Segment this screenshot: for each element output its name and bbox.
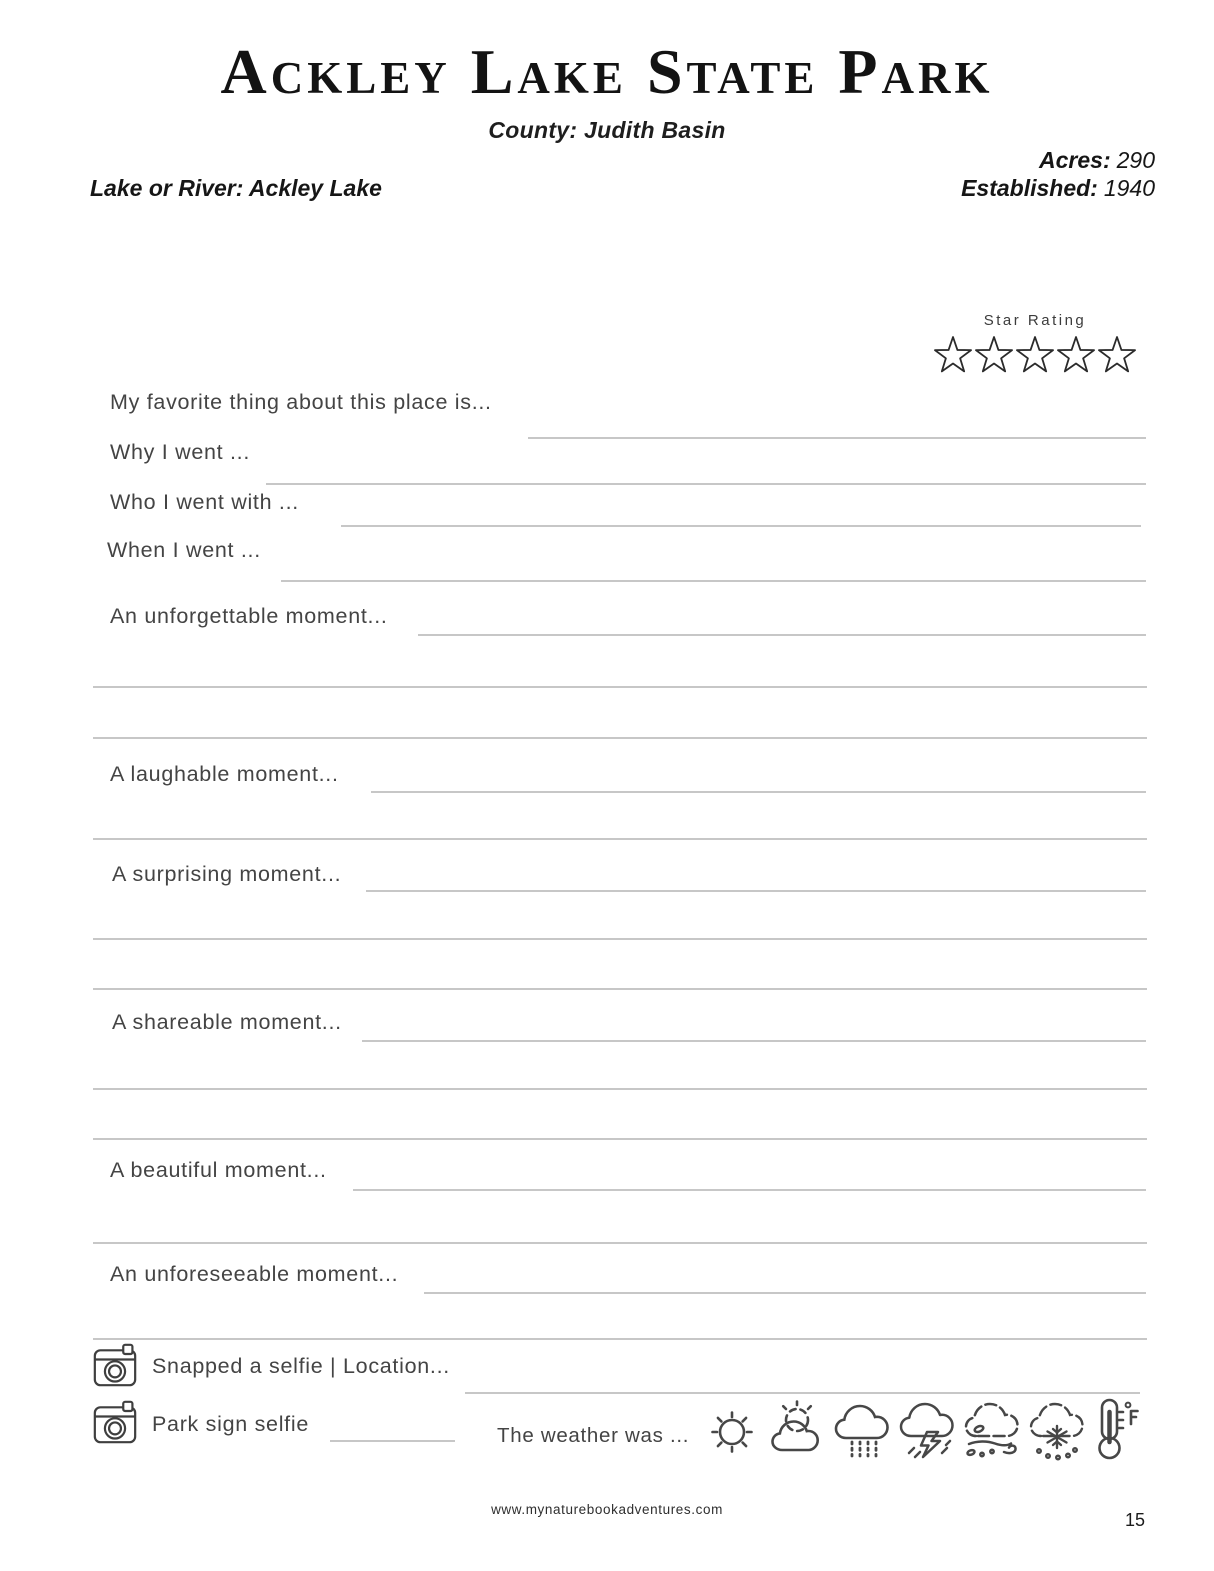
lake-or-river-field: Lake or River: Ackley Lake xyxy=(90,175,382,201)
prompt-when: When I went ... xyxy=(107,538,261,562)
star-rating-stars xyxy=(932,335,1138,375)
page-title: Ackley Lake State Park xyxy=(220,36,994,107)
windy-icon[interactable] xyxy=(961,1396,1023,1462)
answer-line-park-sign[interactable] xyxy=(330,1440,455,1442)
county-text: County: Judith Basin xyxy=(488,117,726,143)
established-label: Established: xyxy=(961,175,1098,201)
answer-line[interactable] xyxy=(93,1088,1147,1090)
answer-line[interactable] xyxy=(93,737,1147,739)
answer-line-shareable[interactable] xyxy=(362,1040,1146,1042)
stormy-icon[interactable] xyxy=(896,1396,958,1462)
established-field xyxy=(961,175,1155,202)
star-icon[interactable] xyxy=(1097,335,1137,375)
answer-line-beautiful[interactable] xyxy=(353,1189,1146,1191)
camera-icon xyxy=(93,1400,137,1444)
prompt-unforeseeable: An unforeseeable moment... xyxy=(110,1262,399,1286)
prompt-shareable: A shareable moment... xyxy=(112,1010,342,1034)
weather-label: The weather was ... xyxy=(497,1424,690,1447)
answer-line[interactable] xyxy=(93,686,1147,688)
answer-line[interactable] xyxy=(93,838,1147,840)
answer-line-unforgettable[interactable] xyxy=(418,634,1146,636)
answer-line-laughable[interactable] xyxy=(371,791,1146,793)
answer-line-when[interactable] xyxy=(281,580,1146,582)
acres-label: Acres: xyxy=(1039,147,1111,173)
prompt-snapped-selfie: Snapped a selfie | Location... xyxy=(152,1354,450,1378)
weather-options xyxy=(701,1396,1139,1462)
prompt-surprising: A surprising moment... xyxy=(112,862,342,886)
camera-icon xyxy=(93,1343,137,1387)
temperature-fahrenheit-icon[interactable] xyxy=(1091,1396,1139,1462)
answer-line[interactable] xyxy=(93,1338,1147,1340)
prompt-favorite: My favorite thing about this place is... xyxy=(110,390,492,414)
star-icon[interactable] xyxy=(933,335,973,375)
answer-line-surprising[interactable] xyxy=(366,890,1146,892)
snowy-icon[interactable] xyxy=(1026,1396,1088,1462)
partly-cloudy-icon[interactable] xyxy=(766,1396,828,1462)
answer-line[interactable] xyxy=(93,988,1147,990)
star-rating-label: Star Rating xyxy=(983,312,1087,329)
website-url: www.mynaturebookadventures.com xyxy=(491,1502,723,1517)
answer-line-selfie-location[interactable] xyxy=(465,1392,1140,1394)
star-icon[interactable] xyxy=(1015,335,1055,375)
answer-line[interactable] xyxy=(93,1242,1147,1244)
answer-line-why[interactable] xyxy=(266,483,1146,485)
star-rating xyxy=(932,312,1138,375)
acres-value: 290 xyxy=(1116,147,1155,173)
prompt-unforgettable: An unforgettable moment... xyxy=(110,604,388,628)
rainy-icon[interactable] xyxy=(831,1396,893,1462)
sunny-icon[interactable] xyxy=(701,1396,763,1462)
prompt-park-sign-selfie: Park sign selfie xyxy=(152,1412,309,1436)
answer-line-unforeseeable[interactable] xyxy=(424,1292,1146,1294)
answer-line-favorite[interactable] xyxy=(528,437,1146,439)
acres-field xyxy=(1039,147,1155,174)
page-number: 15 xyxy=(1124,1510,1145,1530)
established-value: 1940 xyxy=(1103,175,1155,201)
prompt-who: Who I went with ... xyxy=(110,490,299,514)
answer-line-who[interactable] xyxy=(341,525,1141,527)
prompt-why: Why I went ... xyxy=(110,440,251,464)
prompt-beautiful: A beautiful moment... xyxy=(110,1158,327,1182)
star-icon[interactable] xyxy=(1056,335,1096,375)
star-icon[interactable] xyxy=(974,335,1014,375)
answer-line[interactable] xyxy=(93,938,1147,940)
answer-line[interactable] xyxy=(93,1138,1147,1140)
prompt-laughable: A laughable moment... xyxy=(110,762,339,786)
